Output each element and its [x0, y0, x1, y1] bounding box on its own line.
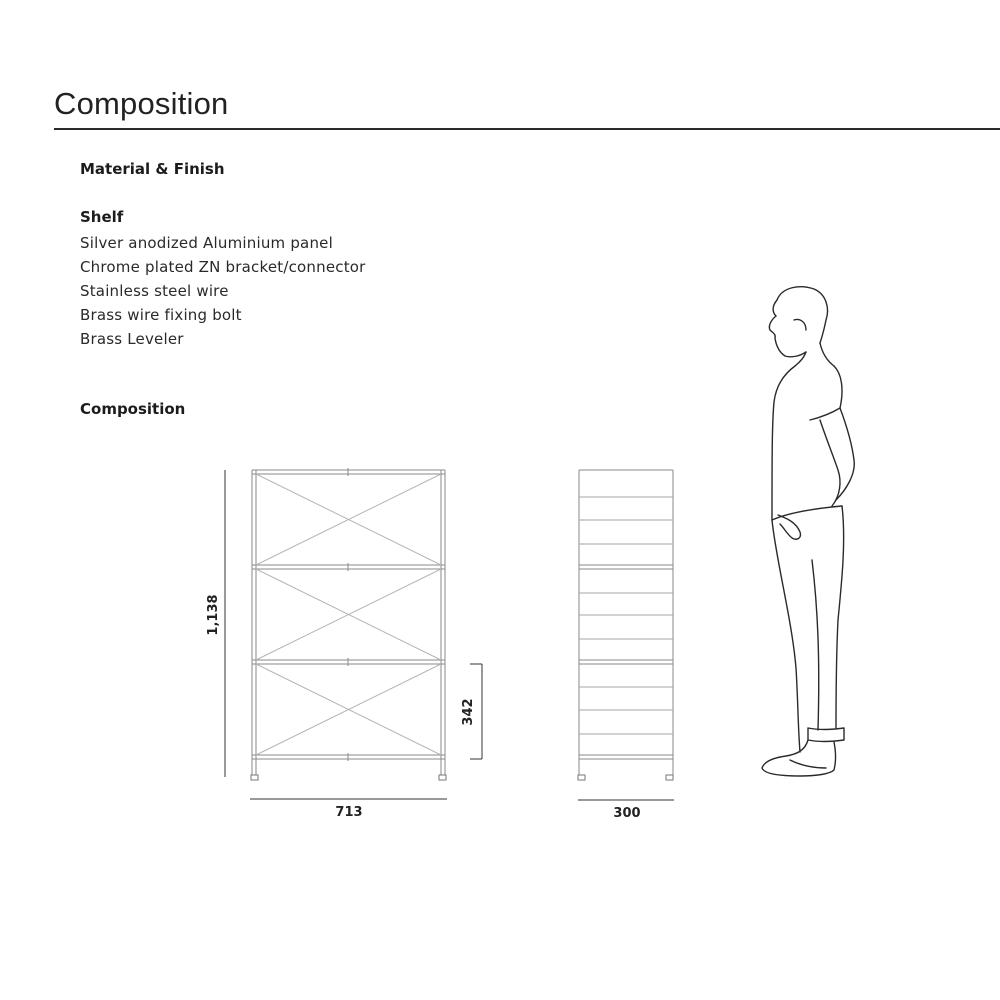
shelf-heading: Shelf [80, 208, 124, 226]
material-item: Stainless steel wire [80, 282, 229, 300]
material-item: Chrome plated ZN bracket/connector [80, 258, 366, 276]
material-item: Silver anodized Aluminium panel [80, 234, 333, 252]
material-item: Brass Leveler [80, 330, 184, 348]
width-dimension-label: 713 [335, 805, 363, 820]
material-finish-heading: Material & Finish [80, 160, 225, 178]
composition-heading: Composition [80, 400, 186, 418]
depth-dimension-label: 300 [613, 806, 641, 821]
shelf-spacing-label: 342 [461, 698, 476, 726]
material-item: Brass wire fixing bolt [80, 306, 242, 324]
human-scale-figure [762, 287, 854, 776]
front-elevation [251, 468, 446, 780]
page-title: Composition [54, 86, 229, 121]
side-elevation [578, 470, 673, 780]
height-dimension-label: 1,138 [206, 594, 221, 636]
